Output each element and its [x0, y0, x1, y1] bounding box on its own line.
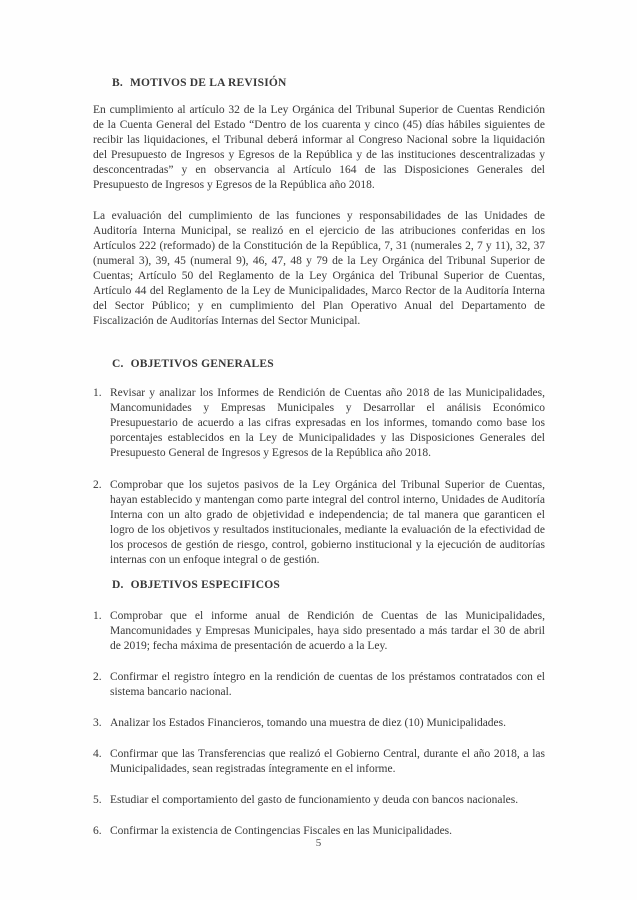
section-letter: C. [112, 358, 124, 370]
section-heading-objetivos-especificos [112, 578, 545, 593]
objetivos-generales-list [93, 386, 545, 568]
page-number: 5 [315, 837, 322, 849]
section-title: OBJETIVOS ESPECIFICOS [130, 579, 280, 591]
list-item [93, 716, 545, 731]
section-letter: D. [112, 579, 124, 591]
list-item [93, 609, 545, 654]
list-item [93, 386, 545, 461]
list-item [93, 478, 545, 568]
list-item-text: Analizar los Estados Financieros, tomando una muestra de diez (10) Municipalidades. [110, 717, 507, 729]
paragraph: En cumplimiento al artículo 32 de la Ley Orgánica del Tribunal Superior de Cuentas Rendición de la Cuenta General del Estado “Dentro de los cuarenta y cinco (45) días hábiles siguientes de recibir las liquidaciones, el Tribunal deberá informar al Congreso Nacional sobre la liquidación del Presupuesto de Ingresos y Egresos de la República y de las instituciones descentralizadas y desconcentradas” y en observancia al Artículo 164 de las Disposiciones Generales del Presupuesto de Ingresos y Egresos de la República año 2018. [93, 104, 545, 191]
list-item-text: Confirmar que las Transferencias que realizó el Gobierno Central, durante el año 2018, a las Municipalidades, sean registradas íntegramente en el informe. [110, 748, 545, 775]
section-title: MOTIVOS DE LA REVISIÓN [129, 77, 287, 89]
section-heading-objetivos-generales [112, 357, 545, 372]
list-item-text: Confirmar la existencia de Contingencias Fiscales en las Municipalidades. [110, 825, 453, 837]
list-item-number: 2. [93, 671, 102, 683]
list-item-number: 2. [93, 479, 102, 491]
list-item [93, 670, 545, 700]
list-item [93, 793, 545, 808]
paragraph: La evaluación del cumplimiento de las funciones y responsabilidades de las Unidades de Auditoría Interna Municipal, se realizó en el ejercicio de las atribuciones conferidas en los Artículos 222 (reformado) de la Constitución de la República, 7, 31 (numerales 2, 7 y 11), 32, 37 (numeral 3), 39, 45 (numeral 9), 46, 47, 48 y 79 de la Ley Orgánica del Tribunal Superior de Cuentas; Artículo 50 del Reglamento de la Ley Orgánica del Tribunal Superior de Cuentas, Artículo 44 del Reglamento de la Ley de Municipalidades, Marco Rector de la Auditoría Interna del Sector Público; y en cumplimiento del Plan Operativo Anual del Departamento de Fiscalización de Auditorías Internas del Sector Municipal. [93, 210, 545, 327]
list-item-number: 3. [93, 717, 102, 729]
list-item-number: 1. [93, 387, 102, 399]
list-item-number: 4. [93, 748, 102, 760]
section-heading-motivos [112, 76, 545, 91]
list-item-number: 1. [93, 610, 102, 622]
list-item-text: Revisar y analizar los Informes de Rendición de Cuentas año 2018 de las Municipalidades, Mancomunidades y Empresas Municipales y Desarrollar el análisis Económico Presupuestario de acuerdo a las cifras expresadas en los informes, tomando como base los porcentajes establecidos en la Ley de Municipalidades y las Disposiciones Generales del Presupuesto General de Ingresos y Egresos de la República año 2018. [110, 387, 545, 459]
list-item-text: Comprobar que los sujetos pasivos de la Ley Orgánica del Tribunal Superior de Cuentas, hayan establecido y mantengan como parte integral del control interno, Unidades de Auditoría Interna con un alto grado de objetividad e independencia; de tal manera que garanticen el logro de los objetivos y resultados institucionales, mediante la evaluación de la efectividad de los procesos de gestión de riesgo, control, gobierno institucional y la ejecución de auditorías internas con un enfoque integral o de gestión. [110, 479, 545, 566]
document-content [93, 76, 545, 855]
section-title: OBJETIVOS GENERALES [130, 358, 274, 370]
list-item-number: 6. [93, 825, 102, 837]
objetivos-especificos-list [93, 609, 545, 839]
section-letter: B. [112, 77, 123, 89]
list-item [93, 747, 545, 777]
list-item-number: 5. [93, 794, 102, 806]
list-item-text: Confirmar el registro íntegro en la rendición de cuentas de los préstamos contratados con el sistema bancario nacional. [110, 671, 545, 698]
list-item-text: Estudiar el comportamiento del gasto de funcionamiento y deuda con bancos nacionales. [110, 794, 519, 806]
list-item-text: Comprobar que el informe anual de Rendición de Cuentas de las Municipalidades, Mancomunidades y Empresas Municipales, haya sido presentado a más tardar el 30 de abril de 2019; fecha máxima de presentación de acuerdo a la Ley. [110, 610, 545, 652]
